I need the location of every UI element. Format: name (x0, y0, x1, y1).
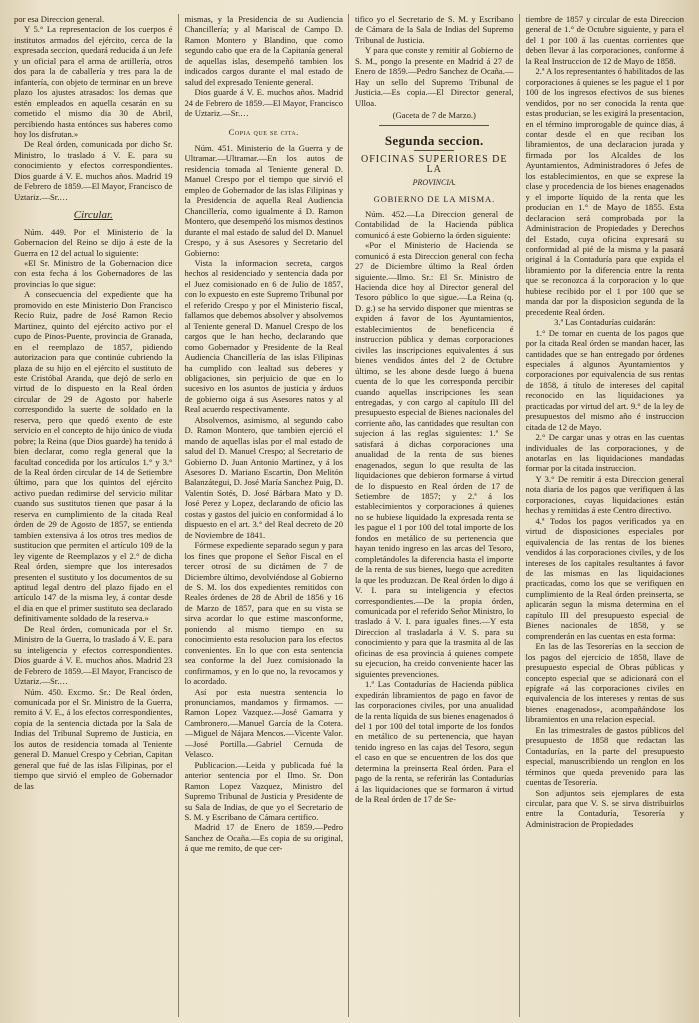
paragraph: mismas, y la Presidencia de su Audiencia Chancillería; y al Mariscal de Campo D. Ramon Montero y Blandino, que como segundo cabo que era de la Capitanía general de aquellas islas, desempeñó tambien los indicados cargos durante el mal estado de salud del expresado Teniente general. (184, 14, 343, 87)
paragraph: Y 5.° La representacion de los cuerpos é institutos armados del ejército, cerca de la expresada seccion, quedará reducida á un Jefe y un oficial para el arma de artillería, otros dos para la de caballería y tres para la de infantería, con objeto de terminar en un breve plazo los ajustes atrasados: los demas que estén empleados en aquella cesarán en su cometido el mismo dia 30 de Abril, percibiendo hasta entónces sus haberes como hoy los disfrutan.» (14, 24, 173, 139)
column-3 (355, 14, 520, 1017)
section-title: Segunda seccion. (384, 132, 484, 148)
paragraph: 1.° De tomar en cuenta de los pagos que por la citada Real órden se mandan hacer, las cantidades que se han entregado por órdenes especiales á algunos Ayuntamientos y corporaciones por equivalencia de sus rentas de 1858, á título de intereses del capital reconocido en las liquidaciones ya practicadas por virtud del art. 9.° de la ley de presupuestos del mismo año é instruccion citada de 12 de Mayo. (525, 327, 684, 432)
column-1 (14, 14, 179, 1017)
paragraph: por esa Direccion general. (14, 14, 105, 24)
paragraph: Así por esta nuestra sentencia lo pronunciamos, mandamos y firmamos. —Ramon Lopez Vazquez.—José Gamarra y Cambronero.—Manuel García de la Cotera.—Miguel de Nájara Mencos.—Vicente Valor.—José Portilla.—Gabriel Cernuda de Velasco. (184, 686, 343, 760)
paragraph: 4.ª Todos los pagos verificados ya en virtud de disposiciones especiales por equivalencia de las rentas de los bienes vendidos á las corporaciones civiles, y de los intereses de los capitales resultantes á favor de las mismas en las liquidaciones practicadas, como los que se verifiquen en cumplimiento de la Real órden preinserta, se aplicarán segun la misma determina en el capítulo III del presupuesto especial de Bienes nacionales de 1858, y se comprenderán en las cuentas en esta forma: (525, 515, 684, 641)
subsection-title: OFICINAS SUPERIORES DE LA (361, 153, 508, 176)
paragraph: Dios guarde á V. E. muchos años. Madrid 24 de Febrero de 1859.—El Mayor, Francisco de Uztariz.—Sr.… (184, 87, 343, 119)
section-heading-circular: Circular. (73, 209, 113, 222)
divider (379, 125, 489, 126)
government-heading: GOBIERNO DE LA MISMA. (373, 194, 495, 205)
paragraph: Publicacion.—Leida y publicada fué la anterior sentencia por el Ilmo. Sr. Don Ramon Lopez Vazquez, Ministro del Supremo Tribunal de Justicia y Presidente de su Sala de Indias, de que yo el Secretario de S. M. y Escribano de Cámara certifico. (184, 759, 343, 822)
paragraph: Y 3.° De remitir á esta Direccion general nota diaria de los pagos que verifiquen á las corporaciones, cuyas liquidaciones están hechas y remitidas á este Centro directivo. (525, 473, 684, 516)
paragraph: Fórmese expediente separado segun y para los fines que propone el Señor Fiscal en el tercer otrosí de su dictámen de 7 de Diciembre último, devolviéndose al Gobierno de S. M. los dos expedientes remitidos con Reales órdenes de 28 de Abril de 1856 y 16 de Marzo de 1857, para que en su vista se sirva acordar lo que estime masconforme, poniendo al mismo tiempo en su conocimiento esta resolucion para los efectos convenientes. En lo que con esta sentencia sea conforme la del Juez comisionado la confirmamos, y en lo que no, la revocamos y lo acordado. (184, 540, 343, 687)
paragraph: De Real órden, comunicada por el Sr. Ministro de la Guerra, lo traslado á V. E. para su inteligencia y efectos correspondientes. Dios guarde á V. E. muchos años. Madrid 23 de Febrero de 1859.—El Mayor, Francisco de Uztariz.—Sr.… (14, 623, 173, 687)
paragraph: En las de las Tesorerías en la seccion de los pagos del ejercicio de 1858, llave de presupuesto especial de Obras públicas y concepto especial que se adicionará con el epígrafe «á las corporaciones civiles en equivalencia de los intereses y rentas de sus bienes enagenados», acompañándose los libramientos en una relacion especial. (525, 641, 684, 725)
paragraph: 2.° De cargar unas y otras en las cuentas individuales de las corporaciones, y de anotarlas en las liquidaciones mandadas formar por la citada instruccion. (525, 432, 684, 474)
paragraph: tiembre de 1857 y circular de esta Direccion general de 1.° de Octubre siguiente, y para el del 1 por 100 á las cuentas corrientes que deben llevar á las corporaciones, conforme á la Real Instruccion de 12 de Mayo de 1858. (525, 14, 684, 66)
divider (414, 150, 454, 151)
gaceta-reference: (Gaceta de 7 de Marzo.) (392, 110, 476, 121)
paragraph: Absolvemos, asimismo, al segundo cabo D. Ramon Montero, que tambien ejerció el mando de aquellas islas por el mal estado de salud del D. Manuel Crespo; al Secretario de Gobierno D. Juan Antonio Martinez, y á los Asesores D. Mariano Escartin, Don Melitón Balanzátegui, D. José María Sanchez Puig, D. Valentin Sotés, D. José Bárbara Mato y D. José Perez y Lopez, declarando de oficio las costas y gastos del juicio en conformidad á lo dispuesto en el art. 3.° del Real decreto de 20 de Noviembre de 1841. (184, 414, 343, 540)
paragraph: tifico yo el Secretario de S. M. y Escribano de Cámara de la Sala de Indias del Supremo Tribunal de Justicia. (355, 14, 514, 45)
paragraph: Núm. 450. Excmo. Sr.: De Real órden, comunicada por el Sr. Ministro de la Guerra, remito á V. E., á los efectos correspondientes, copia de la sentencia dictada por la Sala de Indias del Tribunal Supremo de Justicia, en los autos de residencia tomada al Teniente general D. Manuel Crespo y Cebrian, Capitan general que fué de las islas Filipinas, por el tiempo que sirvió el empleo de Gobernador de las (14, 686, 173, 791)
paragraph: De Real órden, comunicada por dicho Sr. Ministro, lo traslado á V. E. para su conocimiento y efectos correspondientes. Dios guarde á V. E. muchos años. Madrid 19 de Febrero de 1859.—El Mayor, Francisco de Uztariz.—Sr.… (14, 139, 173, 202)
paragraph: A consecuencia del expediente que ha promovido en este Ministerio Don Francisco Recio Ruiz, padre de José Ramon Recio Martinez, quinto del ejército activo por el cupo de Pinos-Puente, provincia de Granada, en el reemplazo de 1857, pidiendo autorizacion para que continúe cubriendo la plaza de su hijo en el ejército el sustituto de este Cristóbal Aranda, que dejó de serlo en virtud de lo dispuesto en la Real órden circular de 29 de Agosto por haberle correspondido la suerte de soldado en la reserva, pero que quedó exento de este servicio en el concepto de hijo único de viuda pobre; la Reina (que Dios guarde) ha tenido á bien declarar, como regla general que la facultad concedida por los artículos 1.° y 3.° de la Real órden circular de 14 de Setiembre último, para que los quintos del ejército activo puedan redimirse del servicio militar cuando sus sustitutos tienen que pasar á la reserva en cumplimiento de la citada Real órden de 29 de Agosto de 1857, se entienda tambien extensiva á los otros tres medios de sustitucion que permiten el artículo 109 de la ley vigente de Reemplazos y el 2.° de dicha Real órden, siempre que los interesados presenten el sustituto y los documentos de su aptitud legal dentro del plazo fijado en el artículo 147 de la misma ley, á contar desde el dia en que el primer sustituto sea declarado definitivamente soldado de la reserva.» (14, 289, 173, 624)
paragraph: 3.ª Las Contadurías cuidarán: (554, 317, 656, 328)
paragraph: Núm. 451. Ministerio de la Guerra y de Ultramar.—Ultramar.—En los autos de residencia tomada al Teniente general D. Manuel Crespo por el tiempo que sirvió el empleo de Gobernador de las islas Filipinas y la Presidencia de aquella Real Audiencia Chancillería, como igualmente á D. Ramon Montero, que desempeñó los mismos destinos durante el mal estado de salud del D. Manuel Crespo, y á sus Asesores y Secretario del Gobierno: (184, 142, 343, 258)
subsection-subtitle: PROVINCIA. (412, 177, 456, 187)
paragraph: 1.ª Las Contadurías de Hacienda pública expedirán libramientos de pago en favor de las corporaciones civiles, por una anualidad de la renta líquida de sus bienes enagenados ó del 1 por 100 del total importe de los fondos en metálico de su pertenencia, que hayan tenido ingreso en las cajas del Tesoro, segun el caso en que se encuentren de los dos que determina la preinserta Real órden. Para el pago de la renta, se referirán las Contadurías á las liquidaciones que se formaron á virtud de la Real órden de 17 de Se- (355, 679, 514, 805)
column-4 (526, 14, 690, 1017)
paragraph: Vista la informacion secreta, cargos hechos al residenciado y sentencia dada por el Juez comisionado en 6 de Julio de 1857, con lo expuesto en este Supremo Tribunal por el referido Crespo y por el Ministerio fiscal, fallamos que debemos absolver y absolvemos al Teniente general D. Manuel Crespo de los cargos que le han hecho, declarando que como Gobernador y Presidente de la Real Audiencia Chancillería de las islas Filipinas ha cumplido con lealtad sus deberes y obligaciones, sin perjuicio de que en lo sucesivo en los asuntos de justicia y árduos de gobierno oiga á sus Asesores natos y al Real acuerdo respectivamente. (184, 257, 343, 415)
paragraph: En las trimestrales de gastos públicos del presupuesto de 1858 que redactan las Contadurías, en la parte del presupuesto especial, manuscribiendo un renglon en los términos que queda prevenido para las cuentas de Tesorería. (525, 724, 684, 788)
paragraph: 2.ª A los representantes ó habilitados de las corporaciones á quienes se les pague el 1 por 100 de los ingresos efectivos de sus bienes vendidos, por no ser conocida la renta que estas producian, se les exigirá la presentacion, en el término improrogable de quince dias, á contar desde el en que reciban los libramientos, de una declaracion jurada y firmada por los Alcaldes de los Ayuntamientos, Administradores ó Jefes de los establecimientos, en que se exprese la clase y procedencia de los bienes enagenados y el importe líquido de la renta que les producian en 1.° de Mayo de 1855. Esta declaracion será comprobada por la Administracion de Propiedades y Derechos del Estado, cuya oficina expresará su conformidad al pié de la misma y la pasará original á la Contaduría para que expida el libramiento por la diferencia entre la renta que se reconozca á la corporacion y lo que hubiese recibido por el 1 por 100 que se manda dar por la disposicion segunda de la precedente Real órden. (525, 66, 684, 317)
paragraph: Núm. 449. Por el Ministerio de la Gobernacion del Reino se dijo á este de la Guerra en 12 del actual lo siguiente: (14, 226, 173, 258)
paragraph: «El Sr. Ministro de la Gobernacion dice con esta fecha á los Gobernadores de las provincias lo que sigue: (14, 257, 173, 289)
paragraph: Madrid 17 de Enero de 1859.—Pedro Sanchez de Ocaña.—Es copia de su original, á que me remito, de que cer- (184, 822, 343, 854)
column-2 (185, 14, 350, 1017)
paragraph: «Por el Ministerio de Hacienda se comunicó á esta Direccion general con fecha 27 de Diciembre último la Real órden siguiente.—Ilmo. Sr.: El Sr. Ministro de Hacienda dice hoy al Director general del Tesoro público lo que sigue.—La Reina (q. D. g.) se ha servido disponer que mientras se expiden á favor de los Ayuntamientos, establecimientos de beneficencia é instruccion pública y demas corporaciones civiles las inscripciones equivalentes á sus bienes vendidos ántes del 2 de Octubre último, se les abone desde luego á buena cuenta de lo que les corresponda percibir cuando aquellas inscripciones les sean entregadas, y con cargo al capítulo III del presupuesto especial de Bienes nacionales del corriente año, las cantidades que resultan con sujecion á las reglas siguientes: 1.ª Se satisfará á dichas corporaciones una anualidad de la renta de sus bienes enagenados, segun lo que resulta de las liquidaciones que debieron formarse á virtud de lo dispuesto en Real órden de 17 de Setiembre de 1857; y 2.ª á los establecimientos y corporaciones á quienes no se hubiese liquidado la expresada renta se les pague el 1 por 100 del total importe de los fondos en metálico de su pertenencia que hayan tenido ingreso en las arcas del Tesoro, completándoles la diferencia hasta el importe de la renta de sus bienes, luego que acrediten la que les produzcan. De Real órden lo digo á V. I. para su inteligencia y efectos correspondientes.—De la propia órden, comunicada por el referido Señor Ministro, lo traslado á V. I. para iguales fines.—Y esta Direccion al trasladarla á V. S. para su conocimiento y para que la trasmita al de las oficinas de esa provincia á quienes compete su ejecucion, ha creido conveniente hacer las siguientes prevenciones. (355, 240, 514, 679)
columns (14, 14, 689, 1017)
paragraph: Son adjuntos seis ejemplares de esta circular, para que V. S. se sirva distribuirlos entre la Contaduría, Tesorería y Administracion de Propiedades (525, 787, 684, 829)
heading-copia: Copia que se cita. (228, 126, 299, 137)
paragraph: Y para que conste y remitir al Gobierno de S. M., pongo la presente en Madrid á 27 de Enero de 1859.—Pedro Sanchez de Ocaña.—Hay un sello del Supremo Tribunal de Justicia.—Es copia.—El Director general, Ulloa. (355, 45, 514, 108)
paragraph: Núm. 452.—La Direccion general de Contabilidad de la Hacienda pública comunicó á este Gobierno la órden siguiente: (355, 208, 514, 240)
